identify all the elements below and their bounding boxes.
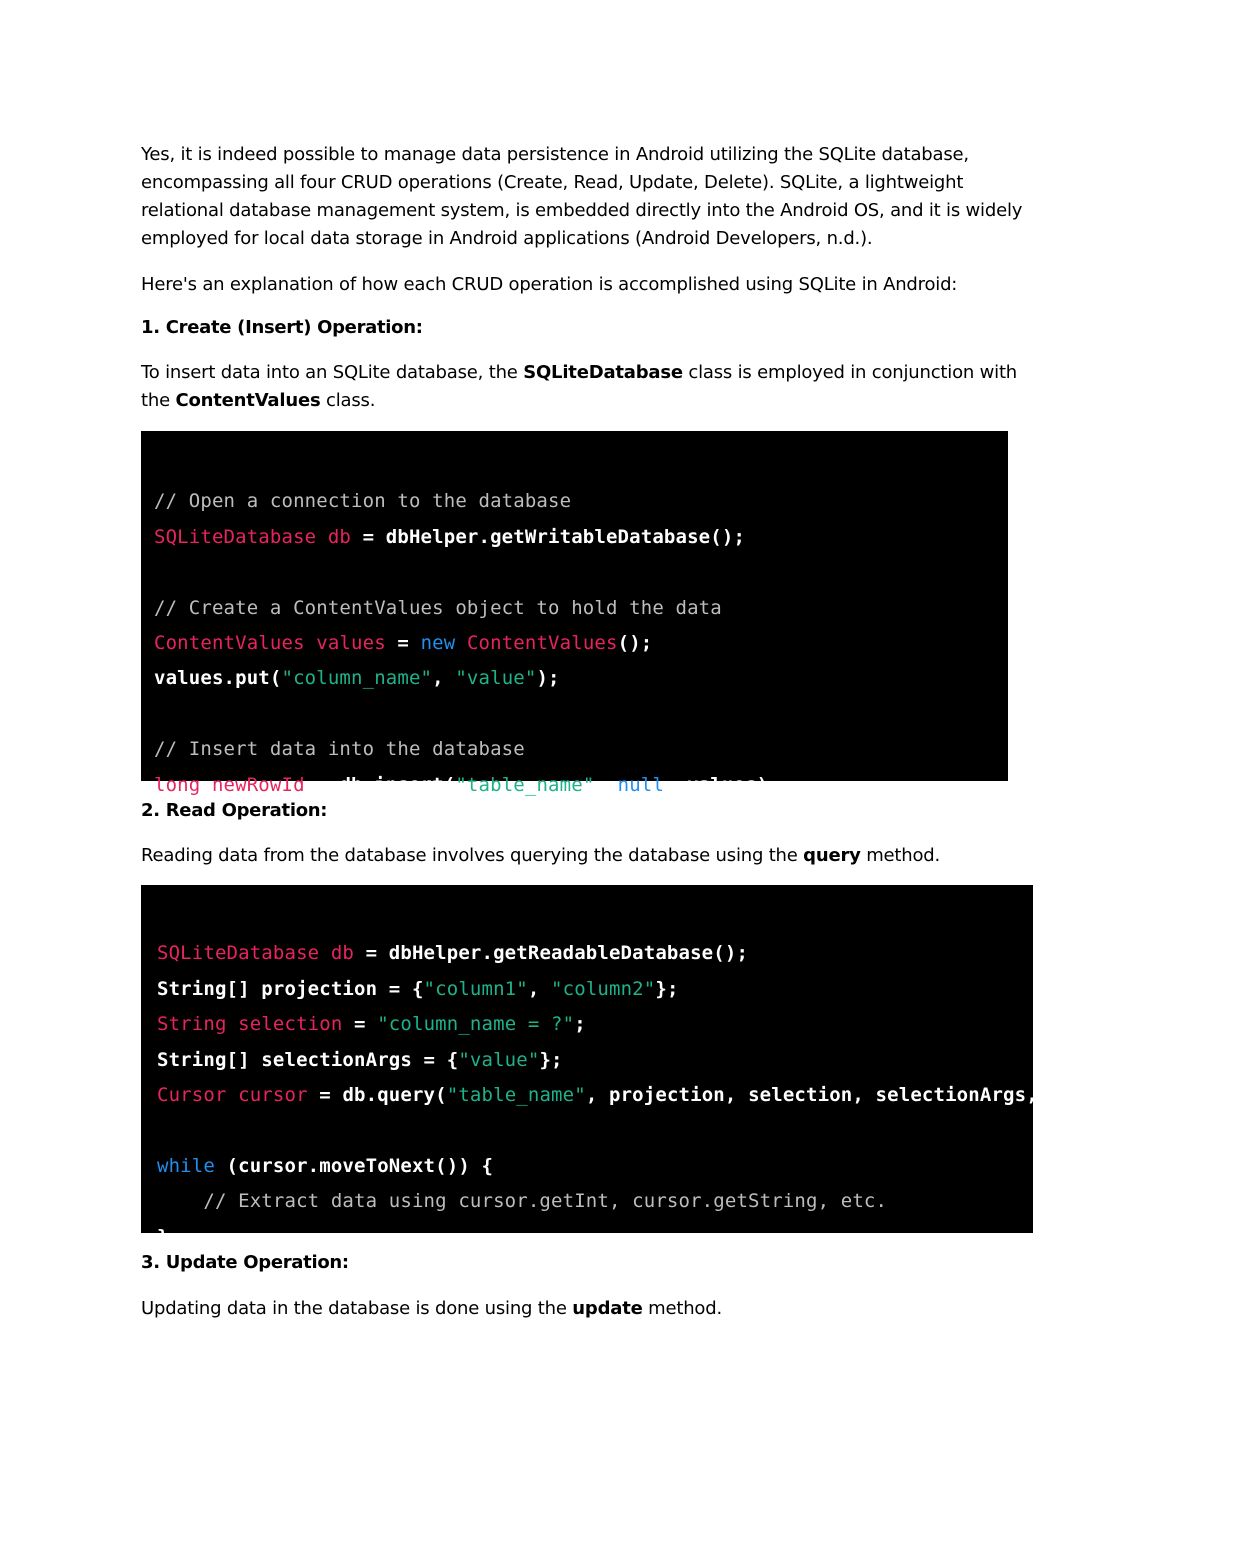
code-text: String[] selectionArgs = { (157, 1048, 459, 1071)
code-type: SQLiteDatabase db (157, 942, 355, 965)
code-text: = (342, 1013, 378, 1036)
code-text: values.put( (154, 667, 282, 690)
code-keyword: null (617, 773, 664, 796)
create-desc-bold-contentvalues: ContentValues (175, 390, 321, 411)
create-description (141, 359, 1051, 415)
create-heading: 1. Create (Insert) Operation: (141, 317, 423, 338)
update-desc-post: method. (642, 1298, 722, 1319)
create-desc-mid: class is employed in conjunction with the (141, 362, 1018, 411)
code-text: , (527, 977, 552, 1000)
code-type: ContentValues (466, 631, 618, 654)
code-line (157, 1043, 1033, 1078)
code-line (157, 1149, 1033, 1184)
create-desc-post: class. (320, 390, 376, 411)
update-description (141, 1295, 1051, 1323)
read-description (141, 842, 1051, 870)
code-string: "table_name" (446, 1083, 586, 1106)
read-desc-pre: Reading data from the database involves querying the database using the (141, 845, 804, 866)
code-text: , projection, selection, selectionArgs, null, null, null); (585, 1083, 1258, 1106)
code-string: "column1" (423, 977, 528, 1000)
code-comment: // Insert data into the database (154, 738, 525, 761)
code-comment: // Create a ContentValues object to hold the data (154, 596, 722, 619)
code-string: "column2" (551, 977, 656, 1000)
read-desc-post: method. (860, 845, 941, 866)
create-desc-bold-sqlitedatabase: SQLiteDatabase (523, 362, 683, 383)
code-type: ContentValues values (154, 631, 386, 654)
read-desc-bold-query: query (803, 845, 861, 866)
create-code-block (141, 431, 1008, 796)
code-line (157, 1007, 1033, 1042)
code-line (154, 591, 1008, 626)
code-line (157, 1184, 1033, 1219)
code-text: , values); (663, 773, 780, 796)
code-string: "table_name" (455, 773, 595, 796)
code-text: = db.insert( (304, 773, 456, 796)
update-desc-bold-update: update (572, 1298, 643, 1319)
code-text: (cursor.moveToNext()) { (214, 1154, 494, 1177)
code-comment: // Open a connection to the database (154, 490, 572, 513)
code-text: }; (539, 1048, 563, 1071)
code-text: = dbHelper.getWritableDatabase(); (351, 525, 746, 548)
code-keyword: new (420, 631, 456, 654)
code-string: "value" (458, 1048, 540, 1071)
code-blank-line (154, 697, 1008, 732)
code-text: ); (536, 667, 560, 690)
code-text (455, 632, 467, 654)
create-desc-pre: To insert data into an SQLite database, the (141, 362, 524, 383)
code-line (157, 972, 1033, 1007)
code-text: } (157, 1225, 169, 1248)
update-heading: 3. Update Operation: (141, 1252, 349, 1273)
code-type: SQLiteDatabase db (154, 525, 352, 548)
code-line (154, 661, 1008, 696)
code-line (157, 1078, 1258, 1113)
code-line (154, 626, 1008, 661)
code-text: = dbHelper.getReadableDatabase(); (354, 942, 749, 965)
code-comment: // Extract data using cursor.getInt, cursor.getString, etc. (157, 1190, 888, 1213)
code-blank-line (154, 555, 1008, 590)
code-line (154, 732, 1008, 767)
code-string: "column_name = ?" (377, 1013, 575, 1036)
code-line (157, 936, 1033, 971)
code-text: = (385, 631, 421, 654)
code-text: ; (574, 1013, 586, 1036)
code-text: }; (655, 977, 679, 1000)
code-keyword: while (157, 1154, 215, 1177)
code-line (154, 520, 1008, 555)
code-type: long newRowId (154, 773, 305, 796)
read-code-block (141, 885, 1258, 1248)
code-blank-line (157, 1113, 1033, 1148)
read-heading: 2. Read Operation: (141, 800, 328, 821)
code-string: "column_name" (281, 667, 433, 690)
code-line (154, 484, 1008, 519)
code-text: String[] projection = { (157, 977, 424, 1000)
code-text: , (432, 667, 456, 690)
update-desc-pre: Updating data in the database is done using the (141, 1298, 573, 1319)
intro-paragraph: Yes, it is indeed possible to manage data persistence in Android utilizing the SQLite database, encompassing all four CRUD operations (Create, Read, Update, Delete). SQLite, a lightweight relational database management system, is embedded directly into the Android OS, and it is widely employed for local data storage in Android applications (Android Developers, n.d.). (141, 144, 1023, 249)
code-type: Cursor cursor (157, 1083, 308, 1106)
intro-explanation: Here's an explanation of how each CRUD operation is accomplished using SQLite in Android: (141, 274, 958, 295)
code-text: = db.query( (307, 1083, 447, 1106)
code-string: "value" (455, 667, 537, 690)
code-text: (); (617, 631, 653, 654)
code-text: , (594, 773, 618, 796)
code-type: String selection (157, 1013, 343, 1036)
